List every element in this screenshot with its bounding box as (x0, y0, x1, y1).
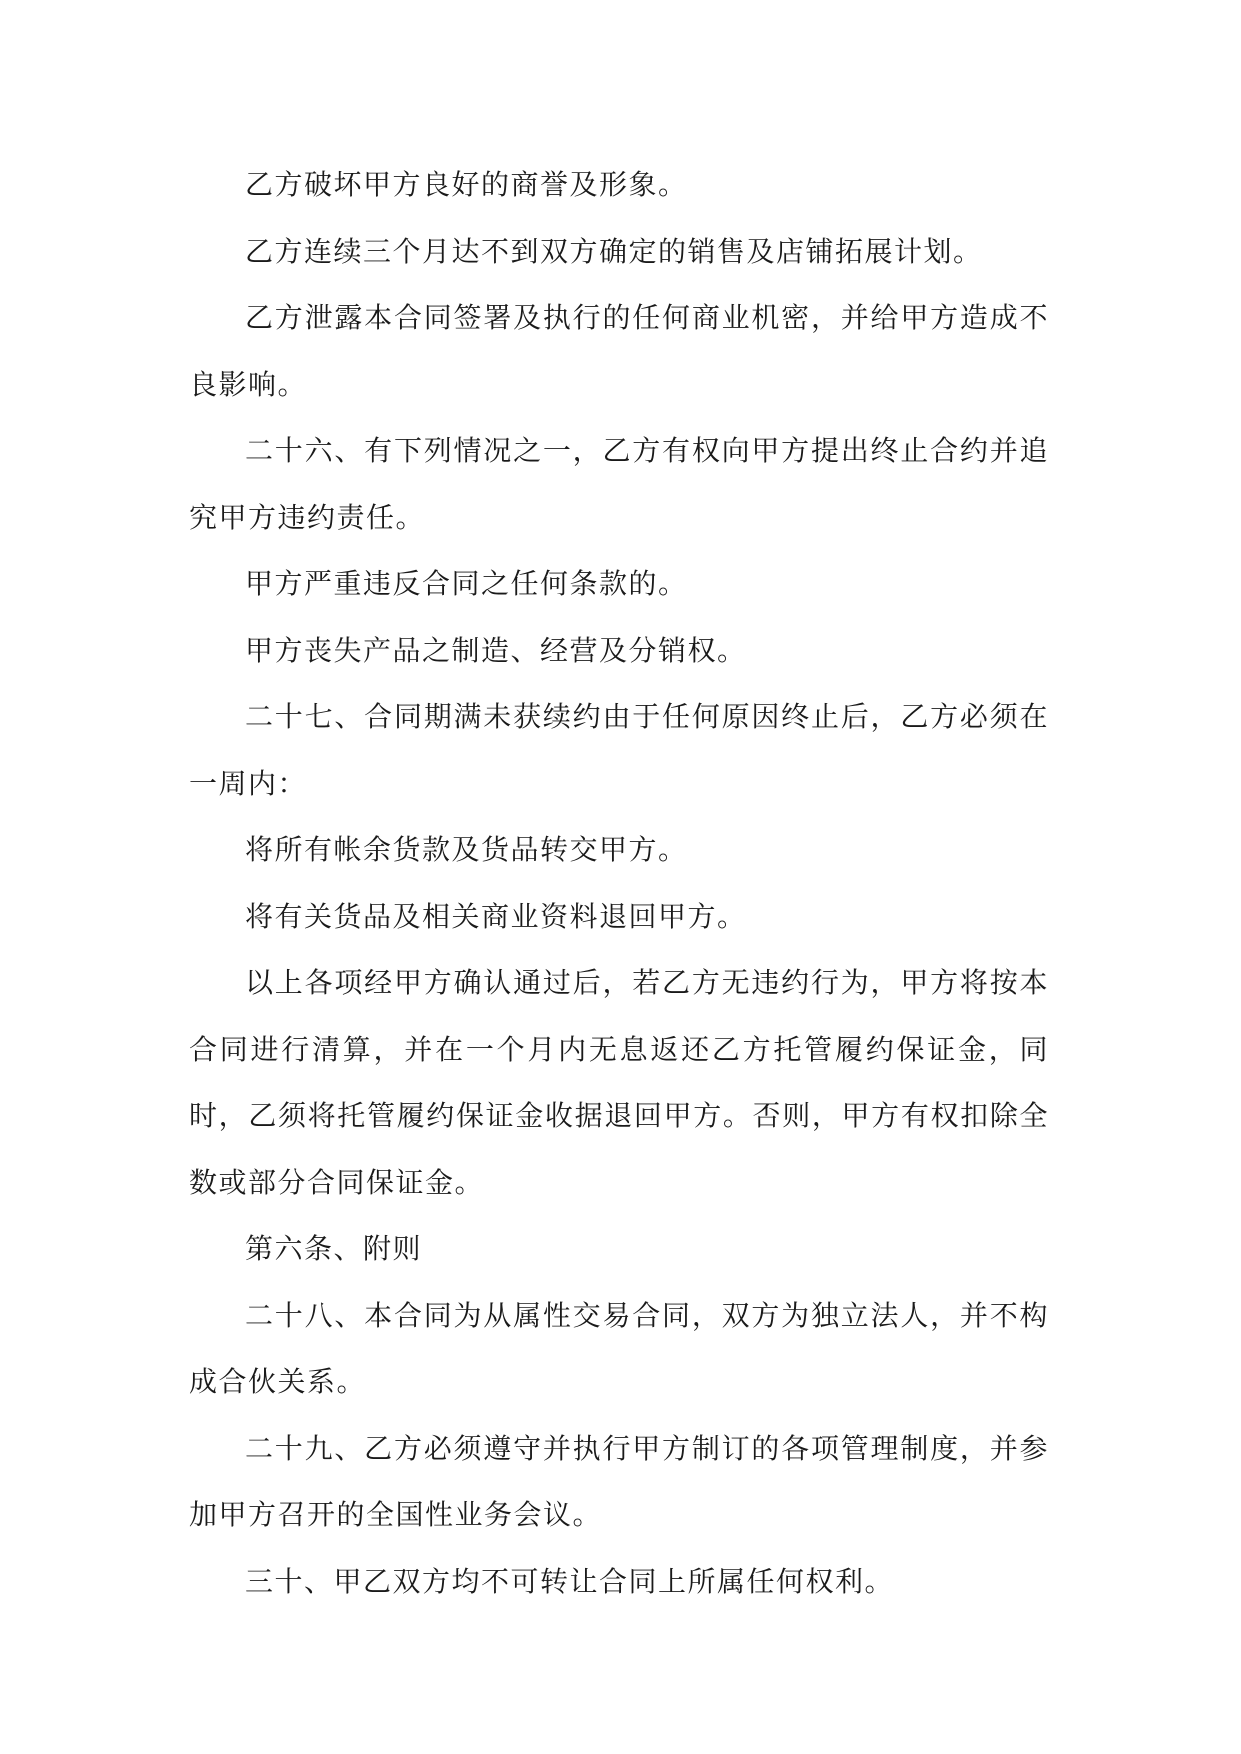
paragraph-3: 乙方泄露本合同签署及执行的任何商业机密，并给甲方造成不良影响。 (189, 301, 1049, 401)
paragraph-10: 以上各项经甲方确认通过后，若乙方无违约行为，甲方将按本合同进行清算，并在一个月内无息返还乙方托管履约保证金，同时，乙须将托管履约保证金收据退回甲方。否则，甲方有权扣除全数或部分合同保证金。 (189, 966, 1049, 1199)
paragraph-9: 将有关货品及相关商业资料退回甲方。 (245, 899, 747, 933)
clause-27: 二十七、合同期满未获续约由于任何原因终止后，乙方必须在一周内： (189, 700, 1049, 800)
section-heading-article-6: 第六条、附则 (245, 1232, 423, 1265)
paragraph-8: 将所有帐余货款及货品转交甲方。 (245, 833, 688, 866)
paragraph-5: 甲方严重违反合同之任何条款的。 (245, 567, 688, 600)
paragraph-2: 乙方连续三个月达不到双方确定的销售及店铺拓展计划。 (245, 234, 983, 268)
paragraph-6: 甲方丧失产品之制造、经营及分销权。 (245, 633, 747, 667)
clause-30: 三十、甲乙双方均不可转让合同上所属任何权利。 (245, 1564, 895, 1598)
clause-26: 二十六、有下列情况之一，乙方有权向甲方提出终止合约并追究甲方违约责任。 (189, 434, 1049, 534)
clause-29: 二十九、乙方必须遵守并执行甲方制订的各项管理制度，并参加甲方召开的全国性业务会议。 (189, 1431, 1049, 1531)
clause-28: 二十八、本合同为从属性交易合同，双方为独立法人，并不构成合伙关系。 (189, 1298, 1049, 1398)
document-body (189, 152, 1049, 1615)
paragraph-1: 乙方破坏甲方良好的商誉及形象。 (245, 168, 688, 201)
